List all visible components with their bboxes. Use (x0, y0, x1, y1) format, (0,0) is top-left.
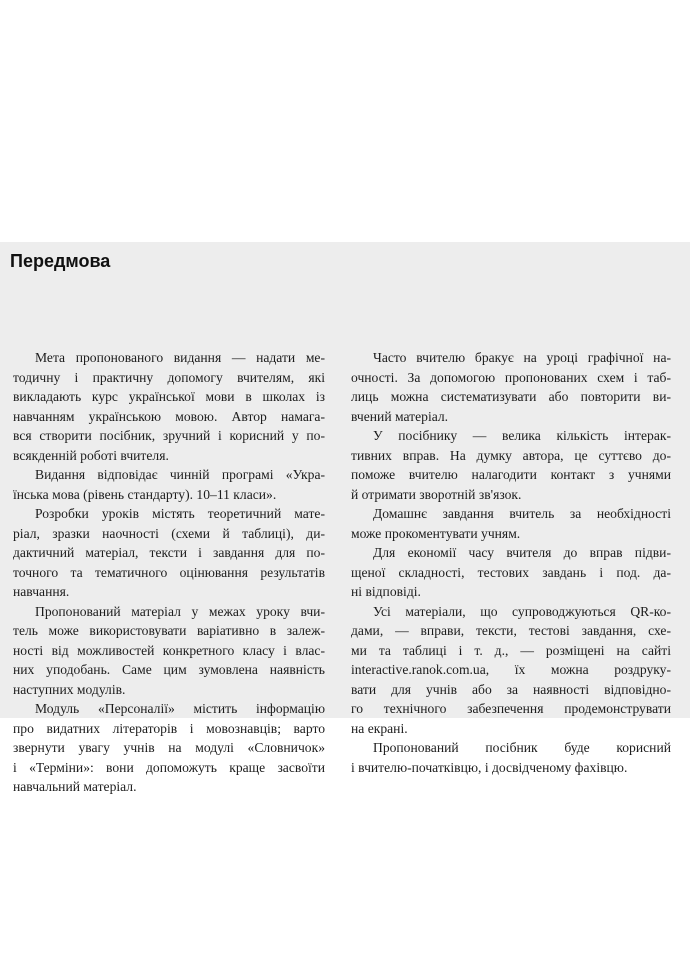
text-line: і «Терміни»: вони допоможуть краще засвоїти (13, 759, 325, 775)
text-line: Мета пропонованого видання — надати ме- (35, 350, 325, 365)
text-line: ності від можливостей конкретного класу і влас- (13, 642, 325, 658)
text-line: Пропонований посібник буде корисний (373, 740, 671, 755)
text-line: тель може використовувати варіативно в залеж- (13, 623, 325, 638)
text-line: вати для учнів або за наявності відповідно- (351, 681, 671, 697)
text-line: звернути увагу учнів на модулі «Словничок» (13, 740, 325, 755)
text-line: interactive.ranok.com.ua, їх можна роздруку- (351, 662, 671, 677)
text-line: вся створити посібник, зручний і корисний у по- (13, 428, 325, 443)
text-line: вчений матеріал. (351, 408, 449, 424)
text-line: й отримати зворотній зв'язок. (351, 486, 522, 502)
text-line: Домашнє завдання вчитель за необхідності (373, 506, 671, 521)
text-line: ми та таблиці і т. д., — розміщені на сайті (351, 642, 671, 658)
text-line: Для економії часу вчителя до вправ підви- (373, 545, 671, 560)
text-line: ріал, зразки наочності (схеми й таблиці), ди- (13, 525, 325, 541)
text-line: Видання відповідає чинній програмі «Укра- (35, 467, 325, 482)
text-line: Пропонований матеріал у межах уроку вчи- (35, 603, 325, 619)
text-line: дами, — вправи, тексти, тестові завдання, схе- (351, 623, 671, 638)
text-line: щеної складності, тестових завдань і под. да- (351, 564, 671, 580)
text-line: на екрані. (351, 720, 408, 736)
text-line: всякденній роботі вчителя. (13, 447, 169, 463)
text-line: тодичну і практичну допомогу вчителям, які (13, 369, 325, 385)
right-text-column (351, 348, 671, 777)
text-line: може прокоментувати учням. (351, 525, 521, 541)
text-line: У посібнику — велика кількість інтерак- (373, 428, 671, 443)
text-line: наступних модулів. (13, 681, 126, 697)
text-line: Модуль «Персоналії» містить інформацію (35, 701, 325, 716)
page-title: Передмова (10, 251, 111, 271)
text-line: навчанням українською мовою. Автор намага- (13, 408, 325, 424)
text-line: лиць можна систематизувати або повторити ви- (351, 389, 671, 404)
text-line: викладають курс української мови в школах із (13, 389, 325, 404)
text-line: і вчителю-початківцю, і досвідченому фахівцю. (351, 759, 628, 775)
text-line: про видатних літераторів і мовознавців; варто (13, 720, 325, 736)
text-line: поможе вчителю налагодити контакт з учнями (351, 467, 671, 482)
text-line: го технічного забезпечення продемонструвати (351, 701, 671, 716)
text-line: Усі матеріали, що супроводжуються QR-ко- (373, 603, 671, 619)
text-line: очності. За допомогою пропонованих схем і таб- (351, 369, 671, 385)
text-line: Часто вчителю бракує на уроці графічної на- (373, 350, 671, 365)
text-line: їнська мова (рівень стандарту). 10–11 класи». (13, 486, 277, 502)
text-line: дактичний матеріал, тексти і завдання для по- (13, 545, 325, 560)
text-line: навчальний матеріал. (13, 779, 137, 794)
text-line: ні відповіді. (351, 584, 421, 599)
left-text-column (13, 348, 325, 797)
text-line: тивних вправ. На думку автора, це суттєво до- (351, 447, 671, 463)
text-line: Розробки уроків містять теоретичний мате- (35, 506, 325, 521)
text-line: точного та тематичного оцінювання результатів (13, 564, 325, 580)
text-line: них уподобань. Саме цим зумовлена наявність (13, 662, 325, 677)
text-line: навчання. (13, 584, 70, 599)
